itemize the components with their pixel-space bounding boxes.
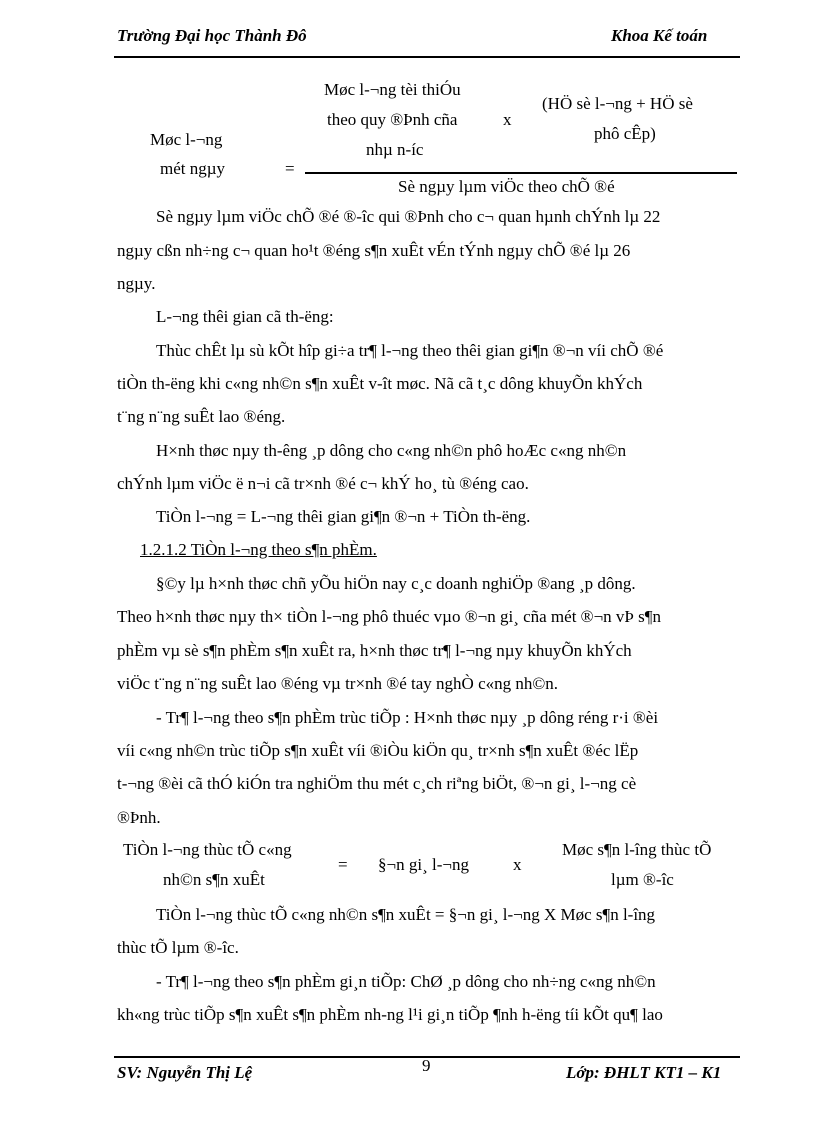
para1-line2: ngµy cßn nh÷ng c¬ quan ho¹t ®éng s¶n xuÊt vÉn tÝnh ngµy chÕ ®é lµ 26 [117,241,631,260]
para3-line1: Thùc chÊt lµ sù kÕt hîp gi÷a tr¶ l-¬ng theo thêi gian gi¶n ®¬n víi chÕ ®é [156,341,664,360]
formula3-times: x [513,855,522,874]
para5-line1: §©y lµ h×nh thøc chñ yÕu hiÖn nay c¸c doanh nghiÖp ®ang ¸p dông. [156,574,636,593]
para8-line1: - Tr¶ l-¬ng theo s¶n phÈm gi¸n tiÕp: ChØ ¸p dông cho nh÷ng c«ng nh©n [156,972,656,991]
para1-line3: ngµy. [117,274,156,293]
formula3-equals: = [338,855,348,874]
para3-line2: tiÒn th-ëng khi c«ng nh©n s¶n xuÊt v-ît møc. Nã cã t¸c dông khuyÕn khÝch [117,374,643,393]
para5-line2: Theo h×nh thøc nµy th× tiÒn l-¬ng phô thuéc vµo ®¬n gi¸ cña mét ®¬n vÞ s¶n [117,607,661,626]
formula3-rhs-line1: Møc s¶n l-îng thùc tÕ [562,840,712,859]
formula3-middle: §¬n gi¸ l-¬ng [378,855,469,874]
page-number: 9 [422,1056,431,1075]
para4-line1: H×nh thøc nµy th-êng ¸p dông cho c«ng nh©n phô hoÆc c«ng nh©n [156,441,627,460]
formula1-numerator-a-line1: Møc l-¬ng tèi thiÓu [324,80,461,99]
para2-line1: L-¬ng thêi gian cã th-ëng: [156,307,334,326]
formula1-numerator-a-line2: theo quy ®Þnh cña [327,110,458,129]
para6-line4: ®Þnh. [117,808,161,827]
formula1-equals: = [285,159,295,178]
para7-line2: thùc tÕ lµm ®-îc. [117,938,239,957]
header-department: Khoa Kế toán [611,26,708,45]
para7-line1: TiÒn l-¬ng thùc tÕ c«ng nh©n s¶n xuÊt = §¬n gi¸ l-¬ng X Møc s¶n l-îng [156,905,656,924]
para6-line1: - Tr¶ l-¬ng theo s¶n phÈm trùc tiÕp : H×nh thøc nµy ¸p dông réng r·i ®èi [156,708,659,727]
formula1-numerator-b-line1: (HÖ sè l-¬ng + HÖ sè [542,94,693,113]
para8-line2: kh«ng trùc tiÕp s¶n xuÊt s¶n phÈm nh-ng l¹i gi¸n tiÕp ¶nh h-ëng tíi kÕt qu¶ lao [117,1005,663,1024]
para5-line3: phÈm vµ sè s¶n phÈm s¶n xuÊt ra, h×nh thøc tr¶ l-¬ng nµy khuyÕn khÝch [117,641,632,660]
formula2-line: TiÒn l-¬ng = L-¬ng thêi gian gi¶n ®¬n + TiÒn th-ëng. [156,507,531,526]
footer-student-name: SV: Nguyễn Thị Lệ [117,1063,253,1082]
formula3-lhs-line1: TiÒn l-¬ng thùc tÕ c«ng [123,840,292,859]
formula1-denominator: Sè ngµy lµm viÖc theo chÕ ®é [398,177,615,196]
footer-class: Lớp: ĐHLT KT1 – K1 [566,1063,722,1082]
para6-line2: víi c«ng nh©n trùc tiÕp s¶n xuÊt víi ®iÒu kiÖn qu¸ tr×nh s¶n xuÊt ®éc lËp [117,741,639,760]
para4-line2: chÝnh lµm viÖc ë n¬i cã tr×nh ®é c¬ khÝ ho¸ tù ®éng cao. [117,474,529,493]
formula1-numerator-b-line2: phô cÊp) [594,124,656,143]
formula1-fraction-bar [305,172,737,174]
formula3-rhs-line2: lµm ®-îc [611,870,674,889]
para1-line1: Sè ngµy lµm viÖc chÕ ®é ®-îc qui ®Þnh cho c¬ quan hµnh chÝnh lµ 22 [156,207,661,226]
para3-line3: t¨ng n¨ng suÊt lao ®éng. [117,407,286,426]
header-rule [114,56,740,58]
formula1-lhs-line2: mét ngµy [160,159,226,178]
formula3-lhs-line2: nh©n s¶n xuÊt [163,870,265,889]
section-heading: 1.2.1.2 TiÒn l-¬ng theo s¶n phÈm. [140,540,377,559]
para5-line4: viÖc t¨ng n¨ng suÊt lao ®éng vµ tr×nh ®é tay nghÒ c«ng nh©n. [117,674,559,693]
formula1-lhs-line1: Møc l-¬ng [150,130,223,149]
header-school-name: Trường Đại học Thành Đô [117,26,307,45]
formula1-times: x [503,110,512,129]
para6-line3: t-¬ng ®èi cã thÓ kiÓn tra nghiÖm thu mét c¸ch riªng biÖt, ®¬n gi¸ l-¬ng cè [117,774,637,793]
formula1-numerator-a-line3: nhµ n-íc [366,140,424,159]
